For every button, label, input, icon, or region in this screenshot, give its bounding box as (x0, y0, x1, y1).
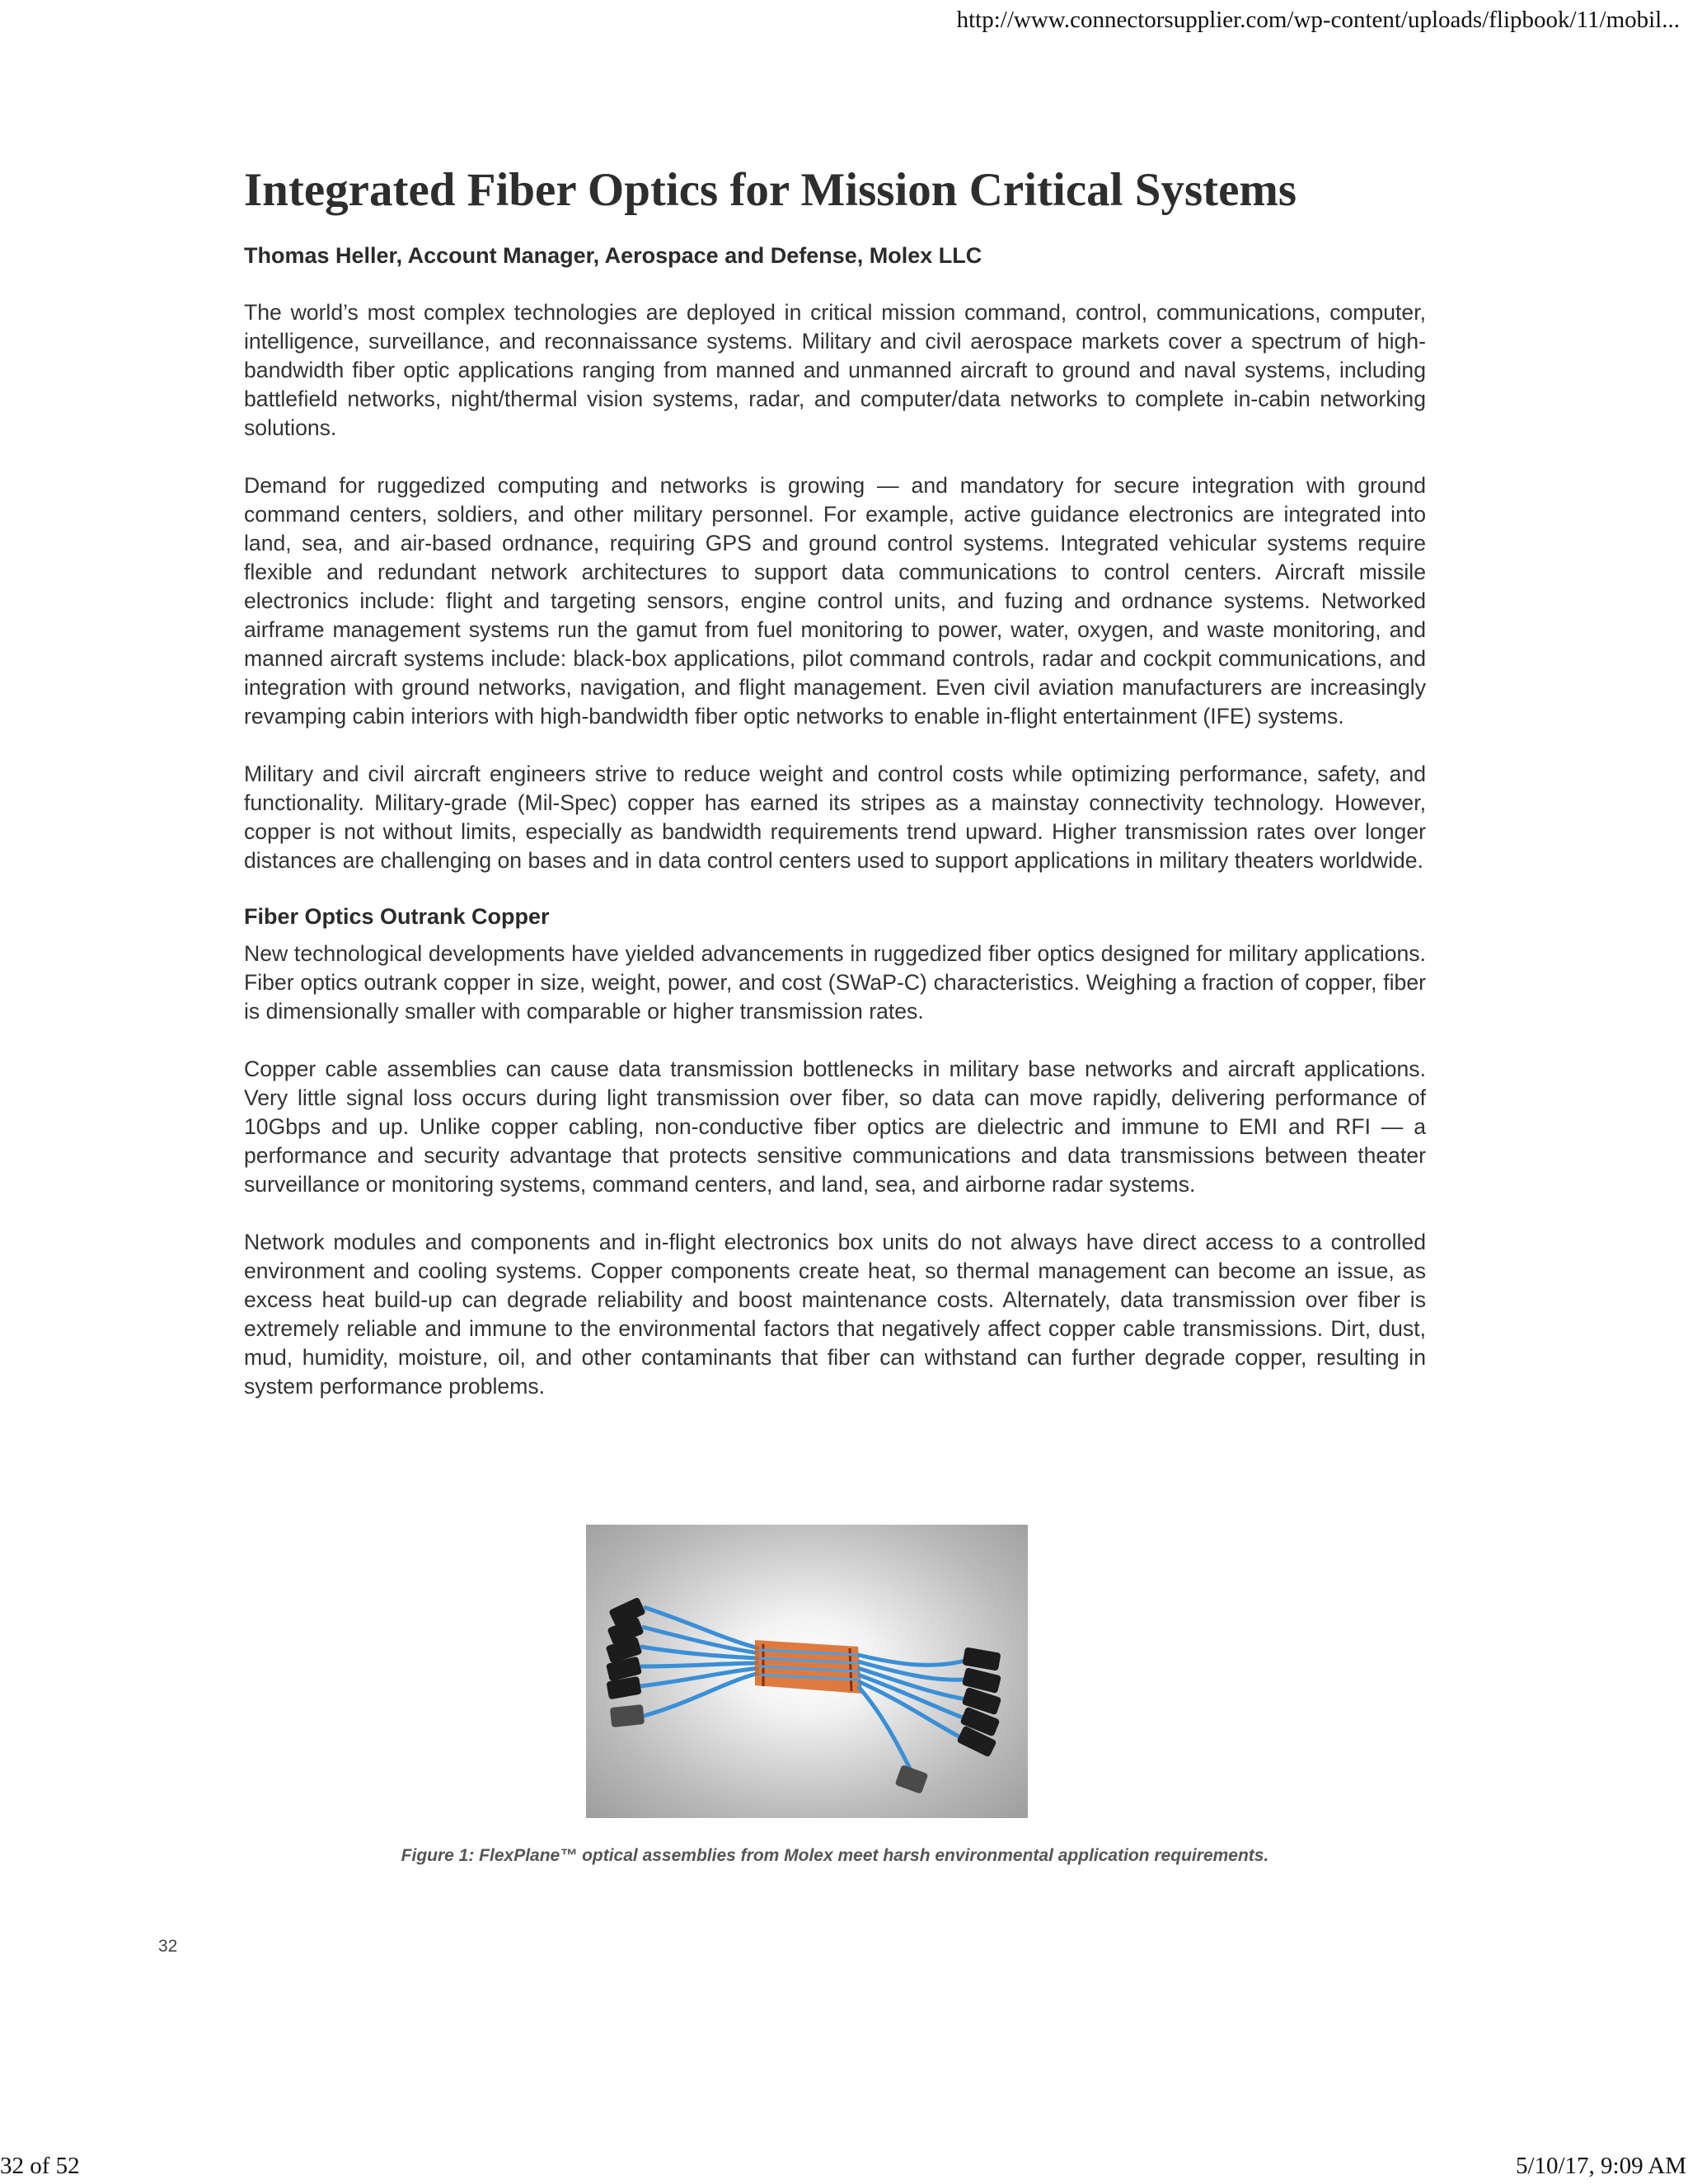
flex-circuit (755, 1640, 862, 1694)
print-footer-page-count: 32 of 52 (0, 2153, 80, 2179)
right-connector-cluster (895, 1647, 1002, 1794)
paragraph-intro-3: Military and civil aircraft engineers strive to reduce weight and control costs while optimizing performance, safety, and functionality. Military-grade (Mil-Spec) copper has earned its stripes as a mainstay connectivity technology. However, copper is not without limits, especially as bandwidth requirements trend upward. Higher transmission rates over longer distances are challenging on bases and in data control centers used to support applications in military theaters worldwide. (244, 761, 1426, 873)
left-connector-cluster (606, 1597, 646, 1727)
paragraph-intro-1: The world’s most complex technologies are deployed in critical mission command, control, communications, computer, intelligence, surveillance, and reconnaissance systems. Military and civil aerospace markets cover a spectrum of high-bandwidth fiber optic applications ranging from manned and unmanned aircraft to ground and naval systems, including battlefield networks, night/thermal vision systems, radar, and computer/data networks to complete in-cabin networking solutions. (244, 299, 1426, 440)
paragraph-section-1: New technological developments have yielded advancements in ruggedized fiber optics designed for military applications. Fiber optics outrank copper in size, weight, power, and cost (SWaP-C) characteristics. Weighing a fraction of copper, fiber is dimensionally smaller with comparable or higher transmission rates. (244, 940, 1426, 1024)
paragraph-intro-2: Demand for ruggedized computing and networks is growing — and mandatory for secure integration with ground command centers, soldiers, and other military personnel. For example, active guidance electronics are integrated into land, sea, and air-based ordnance, requiring GPS and ground control systems. Integrated vehicular systems require flexible and redundant network architectures to support data communications to control centers. Aircraft missile electronics include: flight and targeting sensors, engine control units, and fuzing and ordnance systems. Networked airframe management systems run the gamut from fuel monitoring to power, water, oxygen, and waste monitoring, and manned aircraft systems include: black-box applications, pilot command controls, radar and cockpit communications, and integration with ground networks, navigation, and flight management. Even civil aviation manufacturers are increasingly revamping cabin interiors with high-bandwidth fiber optic networks to enable in-flight entertainment (IFE) systems. (244, 472, 1426, 729)
print-footer-datetime: 5/10/17, 9:09 AM (1515, 2153, 1686, 2179)
print-header-url: http://www.connectorsupplier.com/wp-content/uploads/flipbook/11/mobil... (956, 7, 1680, 33)
paragraph-section-3: Network modules and components and in-flight electronics box units do not always have direct access to a controlled environment and cooling systems. Copper components create heat, so thermal management can become an issue, as excess heat build-up can degrade reliability and boost maintenance costs. Alternately, data transmission over fiber is extremely reliable and immune to the environmental factors that negatively affect copper cable transmissions. Dirt, dust, mud, humidity, moisture, oil, and other contaminants that fiber can withstand can further degrade copper, resulting in system performance problems. (244, 1229, 1426, 1399)
fiber-assembly-illustration (586, 1525, 1028, 1818)
article-byline: Thomas Heller, Account Manager, Aerospace and Defense, Molex LLC (244, 242, 982, 268)
figure-image (586, 1525, 1028, 1818)
left-cable-bundle (640, 1607, 759, 1716)
page-number: 32 (158, 1937, 178, 1956)
article-title: Integrated Fiber Optics for Mission Critical Systems (244, 164, 1297, 216)
article (244, 165, 1426, 1430)
section-heading: Fiber Optics Outrank Copper (244, 903, 550, 929)
paragraph-section-2: Copper cable assemblies can cause data transmission bottlenecks in military base networks and aircraft applications. Very little signal loss occurs during light transmission over fiber, so data can move rapidly, delivering performance of 10Gbps and up. Unlike copper cabling, non-conductive fiber optics are dielectric and immune to EMI and RFI — a performance and security advantage that protects sensitive communications and data transmissions between theater surveillance or monitoring systems, command centers, and land, sea, and airborne radar systems. (244, 1056, 1426, 1197)
figure-caption: Figure 1: FlexPlane™ optical assemblies from Molex meet harsh environmental application requirements. (401, 1846, 1269, 1865)
right-cable-bundle (858, 1655, 967, 1772)
